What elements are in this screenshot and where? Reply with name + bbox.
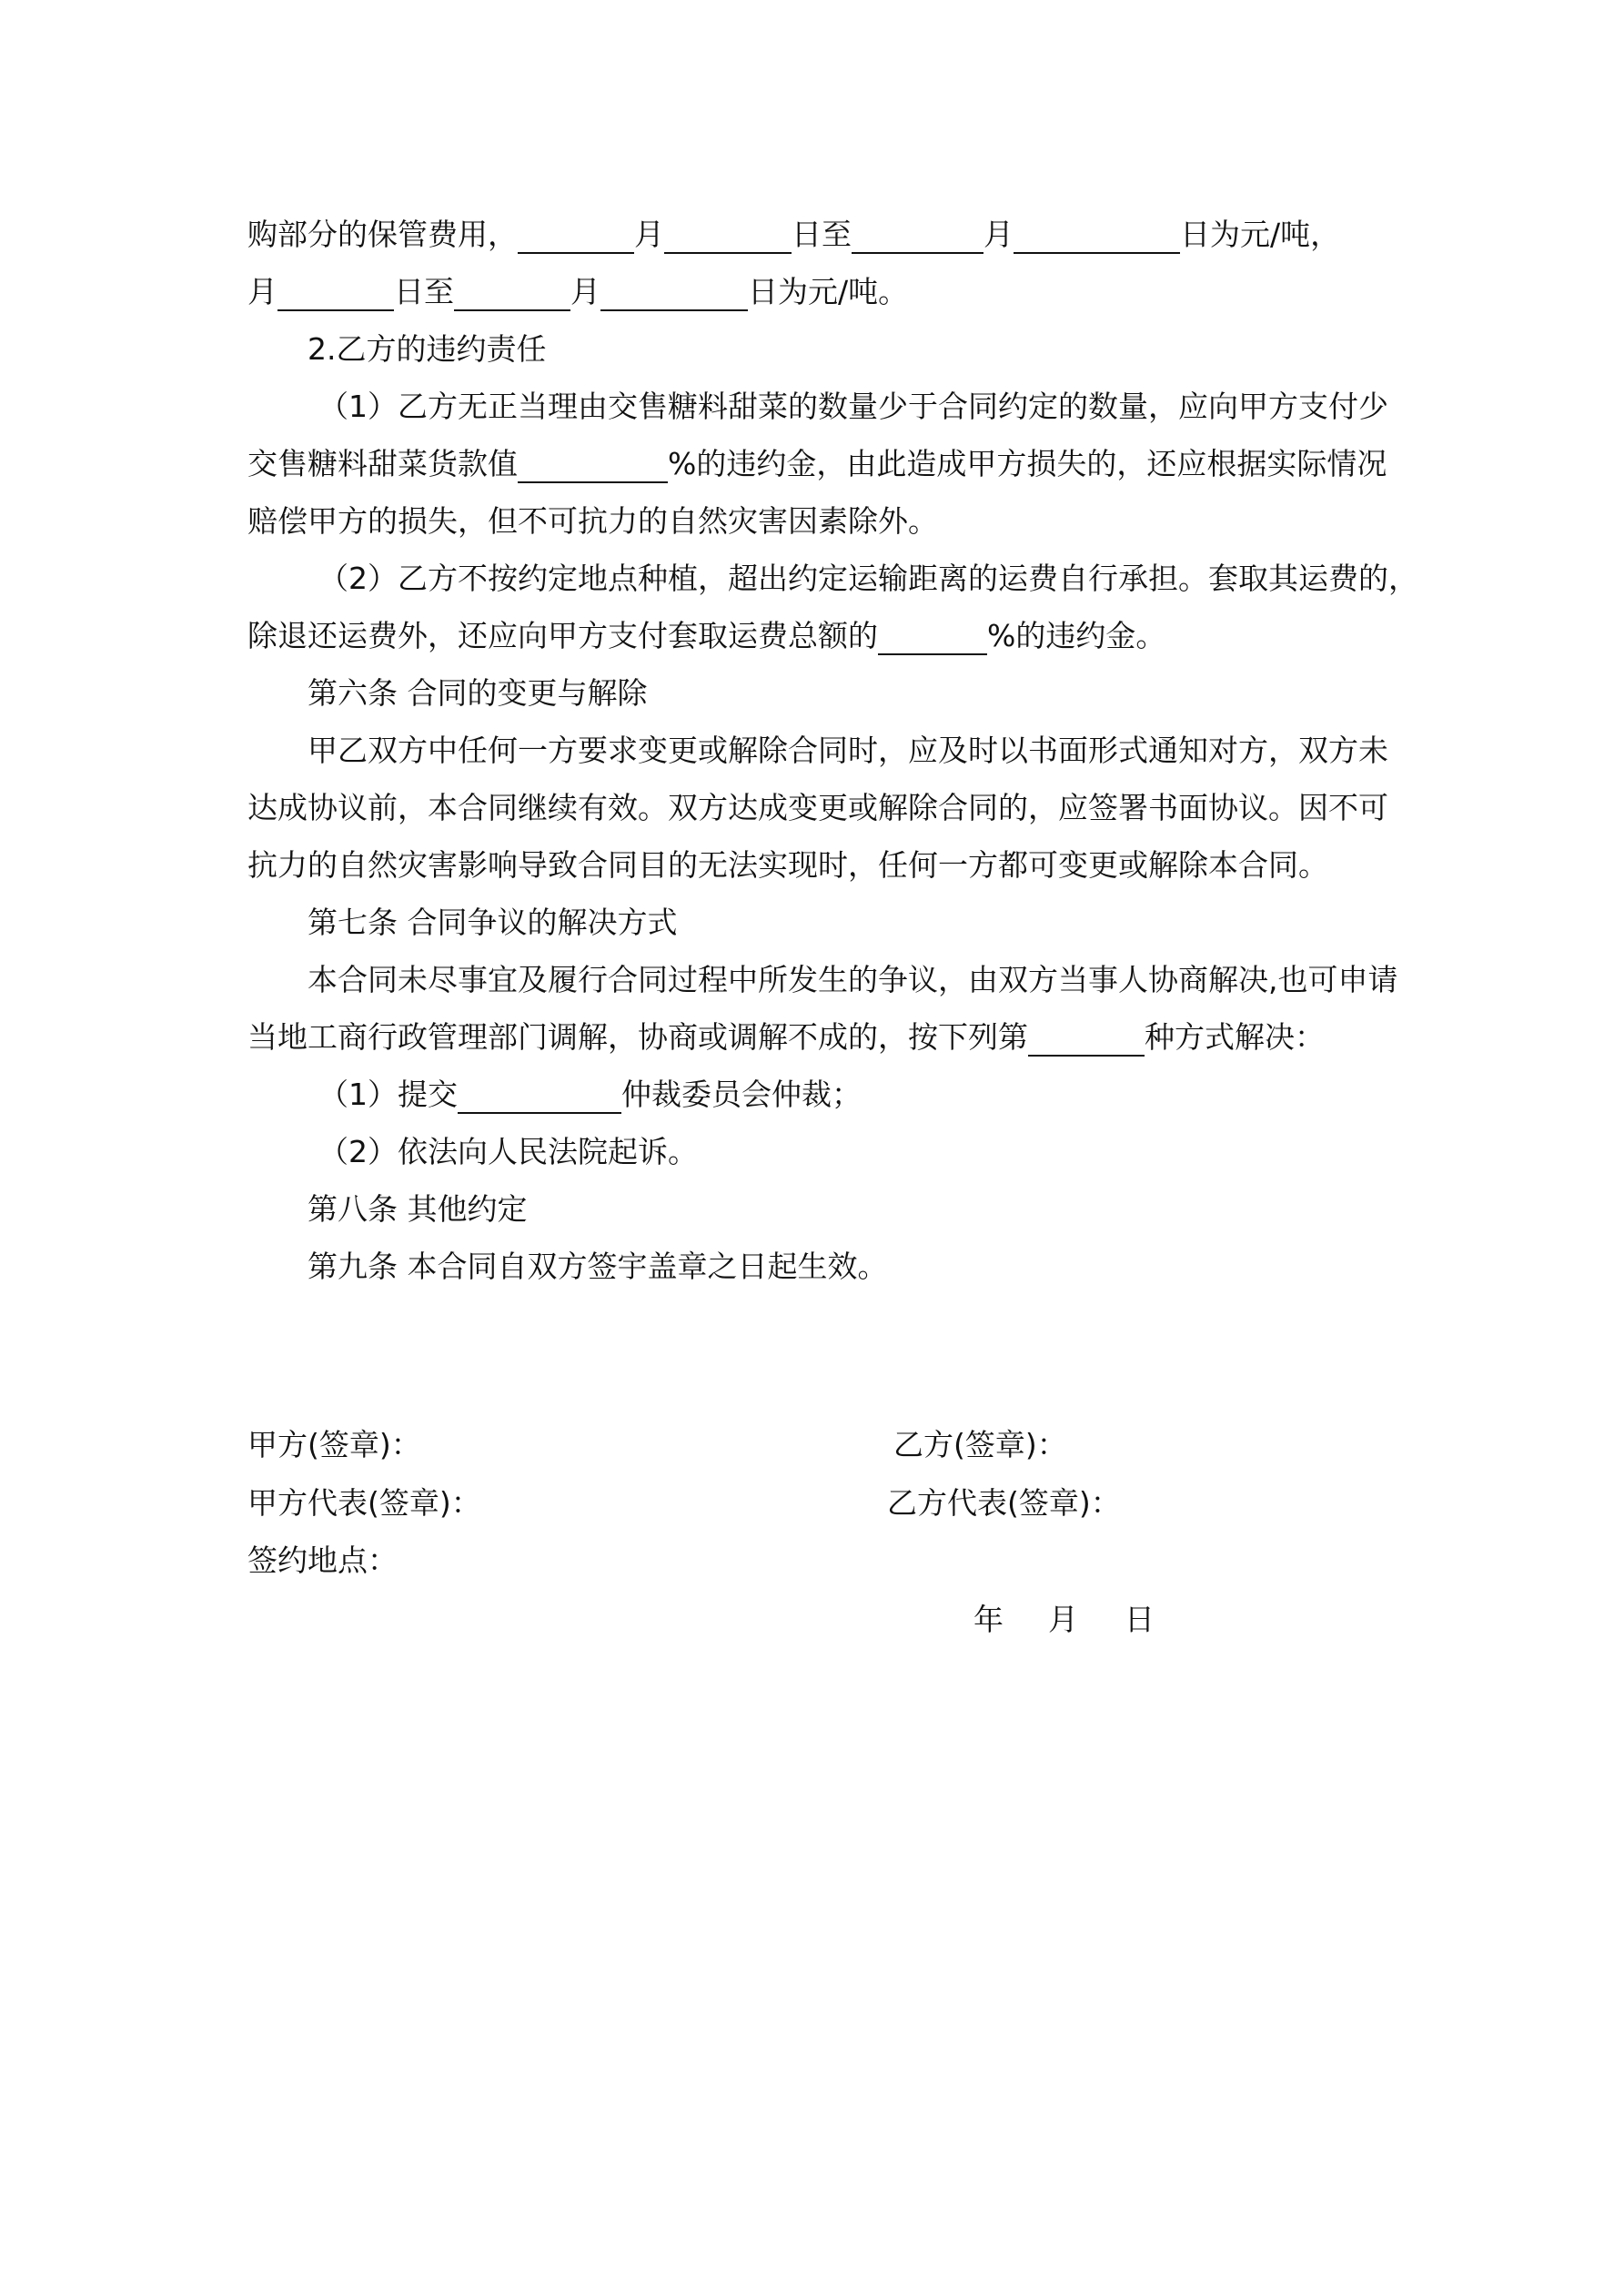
- text: 日为元/吨，: [1180, 217, 1341, 252]
- blank-field[interactable]: [454, 273, 570, 311]
- text: 日至: [394, 274, 454, 309]
- article-6-line-2: 达成协议前，本合同继续有效。双方达成变更或解除合同的，应签署书面协议。因不可: [247, 790, 1388, 825]
- text: 当地工商行政管理部门调解，协商或调解不成的，按下列第: [247, 1019, 1028, 1055]
- text: 月: [570, 274, 600, 309]
- text: %的违约金。: [987, 618, 1166, 653]
- blank-field[interactable]: [852, 216, 983, 254]
- party-b-signature: 乙方(签章)：: [893, 1427, 1067, 1462]
- blank-field[interactable]: [277, 273, 394, 311]
- blank-field[interactable]: [600, 273, 748, 311]
- blank-field[interactable]: [518, 216, 634, 254]
- arbitration-option: [247, 1066, 1394, 1123]
- section-heading: 2.乙方的违约责任: [308, 331, 547, 367]
- article-9-heading: 第九条 本合同自双方签宇盖章之日起生效。: [308, 1249, 888, 1284]
- text: 月: [634, 217, 664, 252]
- date-month: 月: [1048, 1602, 1078, 1637]
- text: %的违约金，由此造成甲方损失的，还应根据实际情况: [668, 446, 1387, 481]
- litigation-option: （2）依法向人民法院起诉。: [318, 1134, 698, 1169]
- signing-location: 签约地点：: [247, 1542, 398, 1578]
- article-6-heading: 第六条 合同的变更与解除: [308, 675, 648, 711]
- party-a-representative: 甲方代表(签章)：: [247, 1485, 481, 1521]
- item-1-line-3: 赔偿甲方的损失，但不可抗力的自然灾害因素除外。: [247, 503, 938, 539]
- text: 交售糖料甜菜货款值: [247, 446, 518, 481]
- blank-field[interactable]: [664, 216, 792, 254]
- blank-field[interactable]: [458, 1076, 621, 1114]
- item-2-line-2: [247, 607, 1394, 664]
- contract-body: [247, 206, 1418, 1295]
- article-6-line-3: 抗力的自然灾害影响导致合同目的无法实现时，任何一方都可变更或解除本合同。: [247, 847, 1328, 883]
- blank-field[interactable]: [1028, 1018, 1145, 1057]
- blank-field[interactable]: [1014, 216, 1180, 254]
- article-7-line-2: [247, 1008, 1394, 1066]
- party-b-representative: 乙方代表(签章)：: [887, 1485, 1121, 1521]
- item-1-line-1: （1）乙方无正当理由交售糖料甜菜的数量少于合同约定的数量，应向甲方支付少: [318, 389, 1388, 424]
- article-8-heading: 第八条 其他约定: [308, 1191, 528, 1227]
- text: 仲裁委员会仲裁；: [621, 1077, 862, 1112]
- article-6-line-1: 甲乙双方中任何一方要求变更或解除合同时，应及时以书面形式通知对方，双方未: [308, 733, 1388, 768]
- blank-field[interactable]: [518, 445, 668, 483]
- text: 除退还运费外，还应向甲方支付套取运费总额的: [247, 618, 878, 653]
- party-a-signature: 甲方(签章)：: [247, 1427, 421, 1462]
- item-1-line-2: [247, 435, 1394, 492]
- storage-fee-line-1: [247, 206, 1394, 263]
- text: （1）提交: [318, 1077, 458, 1112]
- date-year: 年: [973, 1602, 1004, 1637]
- text: 日至: [792, 217, 852, 252]
- date-day: 日: [1125, 1602, 1155, 1637]
- text: 日为元/吨。: [748, 274, 909, 309]
- blank-field[interactable]: [878, 617, 987, 655]
- article-7-heading: 第七条 合同争议的解决方式: [308, 905, 678, 940]
- text: 月: [247, 274, 277, 309]
- text: 种方式解决：: [1145, 1019, 1325, 1055]
- text: 月: [983, 217, 1014, 252]
- storage-fee-line-2: [247, 263, 1394, 320]
- article-7-line-1: 本合同未尽事宜及履行合同过程中所发生的争议，由双方当事人协商解决,也可申请: [308, 962, 1398, 997]
- item-2-line-1: （2）乙方不按约定地点种植，超出约定运输距离的运费自行承担。套取其运费的，: [318, 561, 1418, 596]
- text: 购部分的保管费用，: [247, 217, 518, 252]
